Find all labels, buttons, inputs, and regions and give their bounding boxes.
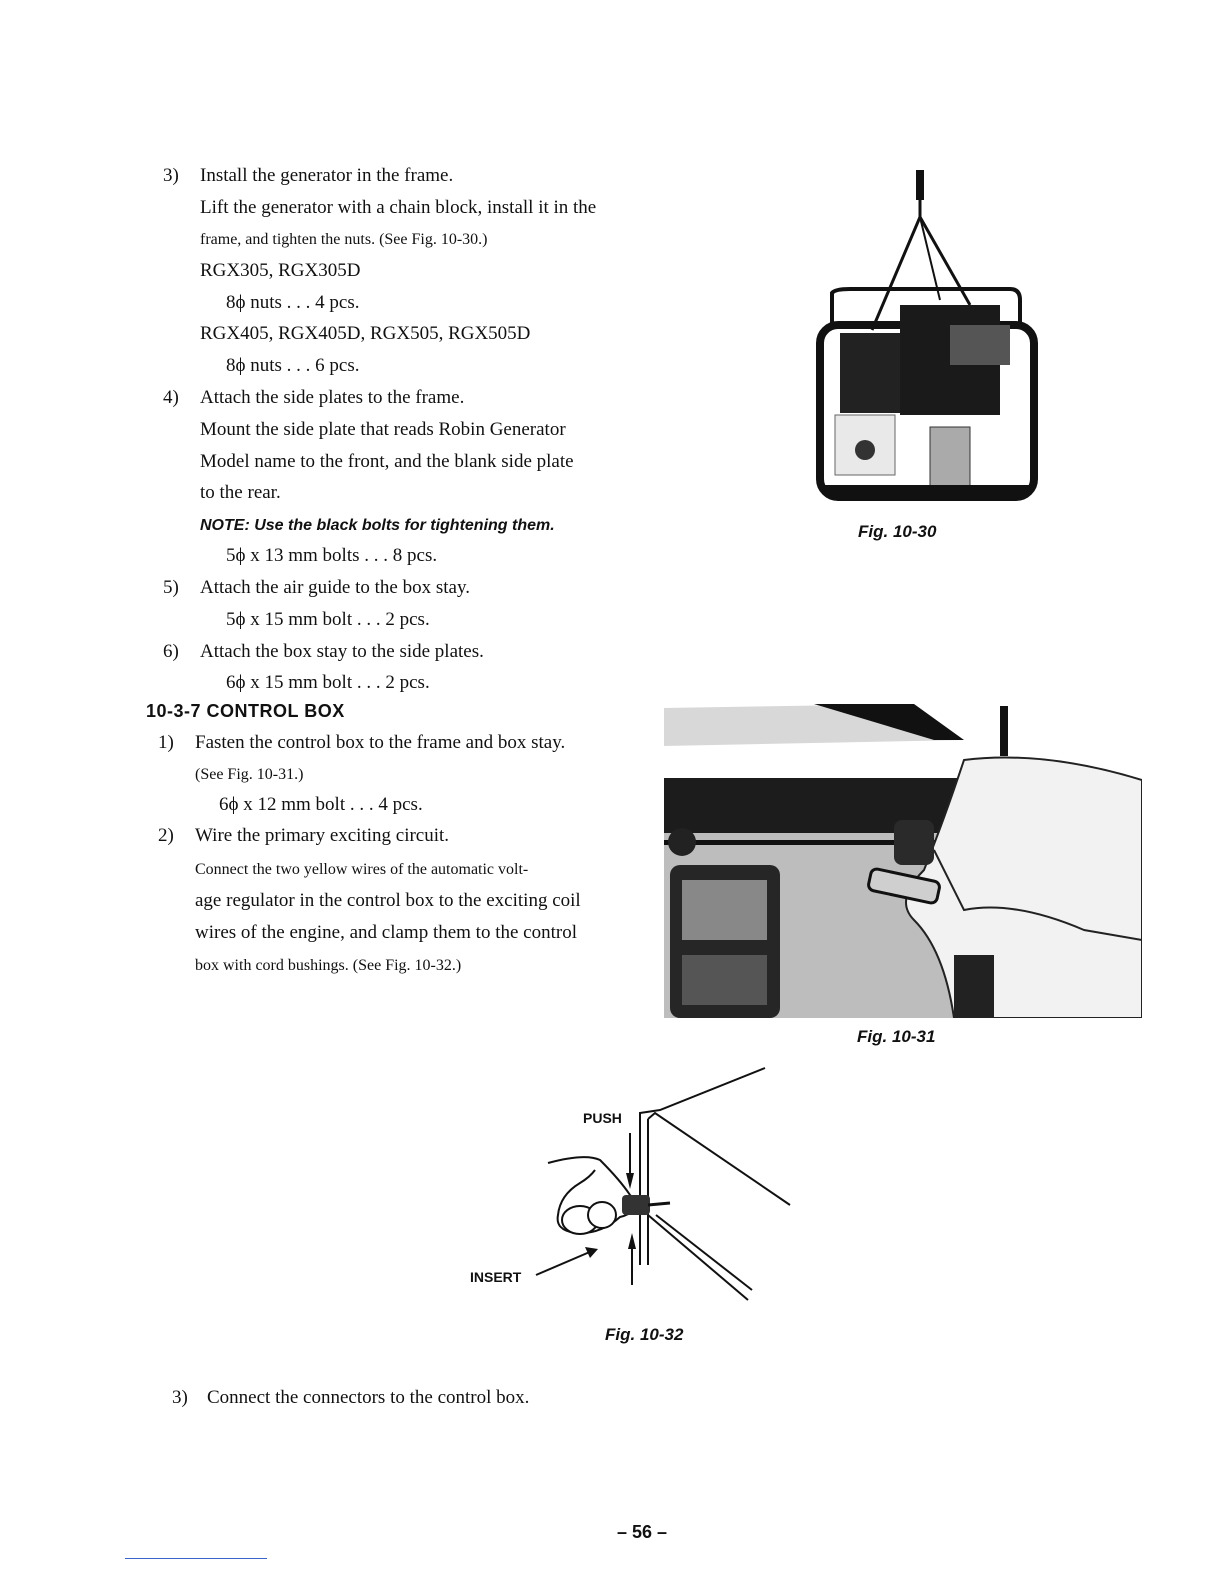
fastener-spec: 6ϕ x 12 mm bolt . . . 4 pcs. [219,794,423,815]
model-list: RGX405, RGX405D, RGX505, RGX505D [200,323,531,344]
figure-10-30-image [810,165,1040,505]
step-text: (See Fig. 10-31.) [195,766,304,783]
step-text: to the rear. [200,482,281,503]
step-text: Lift the generator with a chain block, install it in the [200,197,597,218]
step-number: 5) [163,577,179,598]
step-text: wires of the engine, and clamp them to the control [195,922,577,943]
step-number: 3) [163,165,179,186]
figure-10-31-caption: Fig. 10-31 [857,1027,936,1046]
figure-10-30-caption: Fig. 10-30 [858,522,937,541]
cord-bushing-diagram [530,1065,800,1305]
step-number: 6) [163,641,179,662]
step-text: Attach the side plates to the frame. [200,387,465,408]
step-text: Wire the primary exciting circuit. [195,825,450,846]
step-text: frame, and tighten the nuts. (See Fig. 10-30.) [200,231,488,248]
model-list: RGX305, RGX305D [200,260,361,281]
step-number: 3) [172,1387,188,1408]
step-number: 1) [158,732,174,753]
fastener-spec: 8ϕ nuts . . . 4 pcs. [226,292,360,313]
insert-label: INSERT [470,1269,522,1285]
step-text: Fasten the control box to the frame and box stay. [195,732,566,753]
push-label: PUSH [583,1110,622,1126]
step-text: Connect the two yellow wires of the automatic volt- [195,861,529,878]
fastener-spec: 5ϕ x 13 mm bolts . . . 8 pcs. [226,545,438,566]
note-text: NOTE: Use the black bolts for tightening them. [200,517,555,534]
step-text: Attach the air guide to the box stay. [200,577,470,598]
step-number: 2) [158,825,174,846]
step-number: 4) [163,387,179,408]
fastener-spec: 6ϕ x 15 mm bolt . . . 2 pcs. [226,672,430,693]
step-text: Connect the connectors to the control box. [207,1387,530,1408]
step-text: age regulator in the control box to the exciting coil [195,890,581,911]
control-box-fastening-photo [664,700,1142,1018]
step-text: Install the generator in the frame. [200,165,454,186]
fastener-spec: 8ϕ nuts . . . 6 pcs. [226,355,360,376]
section-heading: 10-3-7 CONTROL BOX [146,701,345,721]
figure-10-32-caption: Fig. 10-32 [605,1325,684,1344]
step-text: Model name to the front, and the blank side plate [200,451,574,472]
figure-10-31-image [664,700,1142,1018]
step-text: Mount the side plate that reads Robin Generator [200,419,566,440]
footer-divider [125,1558,267,1559]
step-text: box with cord bushings. (See Fig. 10-32.) [195,957,462,974]
figure-10-32-image [530,1065,800,1305]
page-number: – 56 – [617,1522,668,1542]
generator-lift-illustration [810,165,1040,505]
fastener-spec: 5ϕ x 15 mm bolt . . . 2 pcs. [226,609,430,630]
step-text: Attach the box stay to the side plates. [200,641,484,662]
